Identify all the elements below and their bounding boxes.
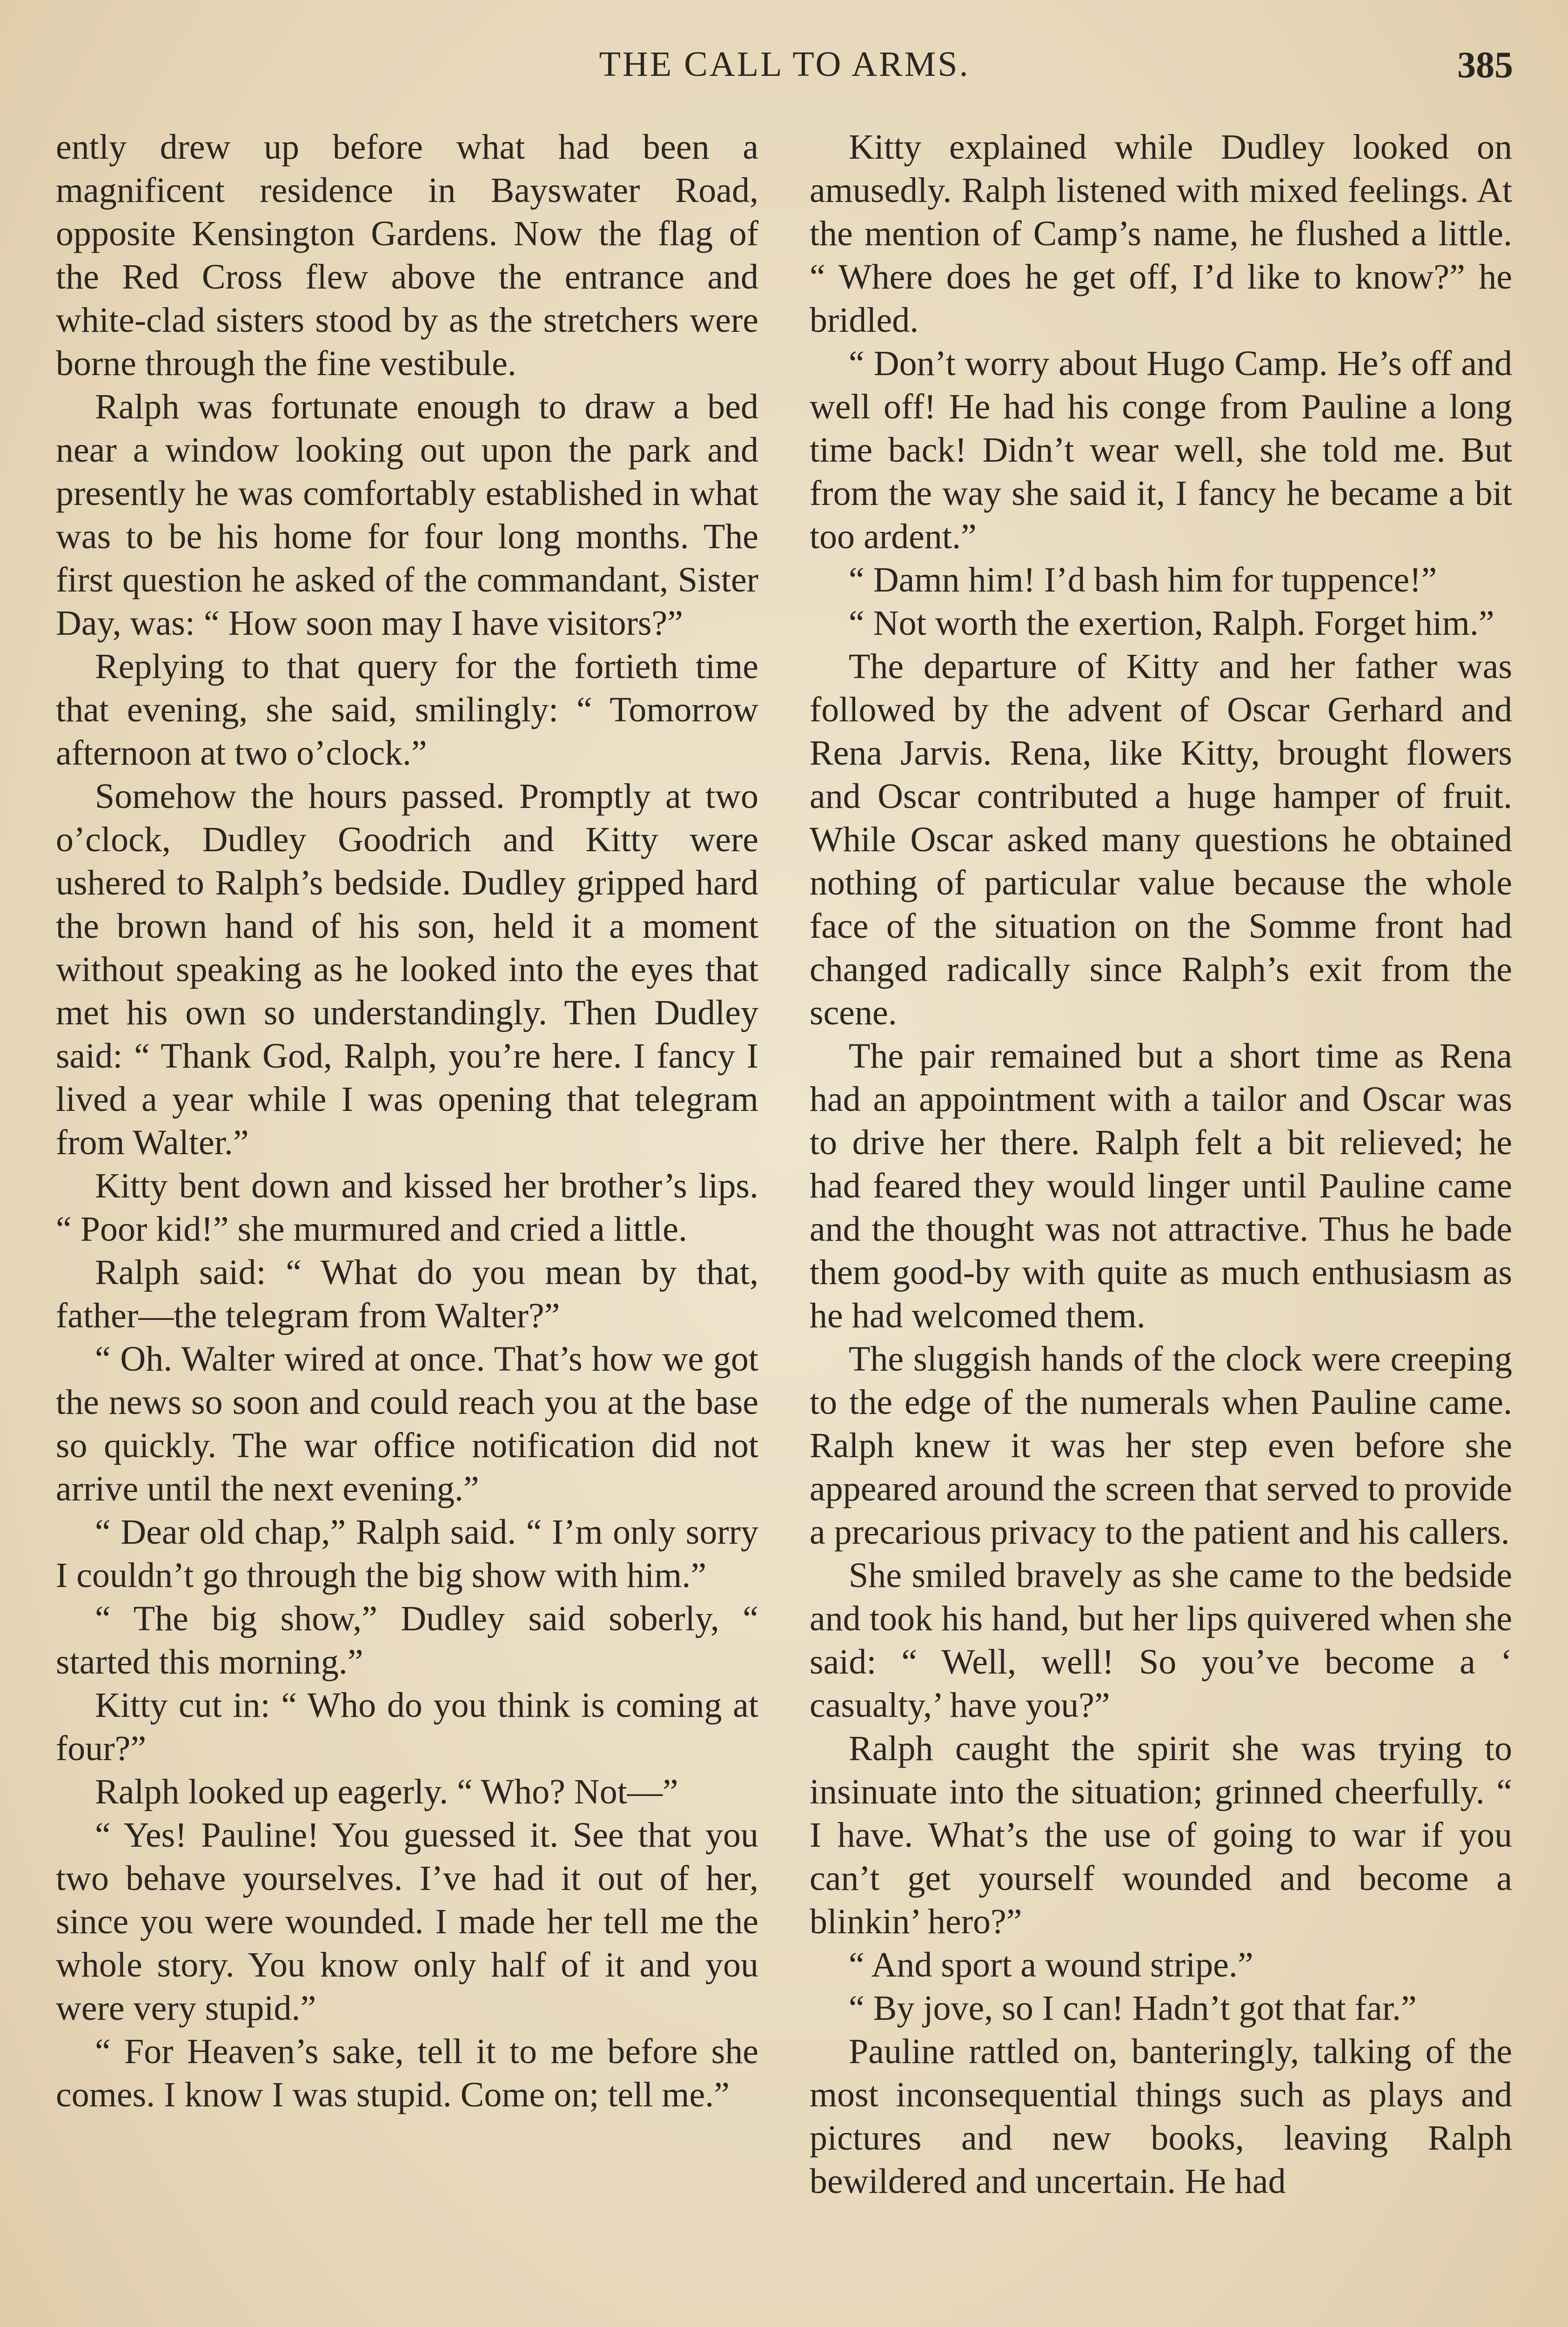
paragraph: “ Don’t worry about Hugo Camp. He’s off and well off! He had his conge from Pauline a long time back! Didn’t wear well, she told me. But from the way she said it, I fancy he became a bit too ardent.”: [810, 344, 1512, 556]
paragraph: “ Yes! Pauline! You guessed it. See that you two behave yourselves. I’ve had it out of her, since you were wounded. I made her tell me the whole story. You know only half of it and you were very stupid.”: [56, 1816, 758, 2028]
paragraph: Ralph caught the spirit she was trying to insinuate into the situation; grinned cheerfully. “ I have. What’s the use of going to war if you can’t get yourself wounded and become a blinkin’ hero?”: [810, 1729, 1512, 1941]
paragraph: “ Dear old chap,” Ralph said. “ I’m only sorry I couldn’t go through the big show with him.”: [56, 1513, 758, 1595]
paragraph: “ By jove, so I can! Hadn’t got that far.”: [849, 1989, 1417, 2028]
paragraph: She smiled bravely as she came to the bedside and took his hand, but her lips quivered when she said: “ Well, well! So you’ve become a ‘ casualty,’ have you?”: [810, 1556, 1512, 1725]
paragraph: ently drew up before what had been a magnificent residence in Bayswater Road, opposite Kensington Gardens. Now the flag of the Red Cross flew above the entrance and white-clad sisters stood by as the stretchers were borne through the fine vestibule.: [56, 128, 758, 383]
paragraph: “ For Heaven’s sake, tell it to me before she comes. I know I was stupid. Come on; tell me.”: [56, 2032, 758, 2114]
right-column: [810, 126, 1512, 2327]
paragraph: Kitty explained while Dudley looked on amusedly. Ralph listened with mixed feelings. At the mention of Camp’s name, he flushed a little. “ Where does he get off, I’d like to know?” he bridled.: [810, 128, 1512, 340]
paragraph: The pair remained but a short time as Rena had an appointment with a tailor and Oscar was to drive her there. Ralph felt a bit relieved; he had feared they would linger until Pauline came and the thought was not attractive. Thus he bade them good-by with quite as much enthusiasm as he had welcomed them.: [810, 1036, 1512, 1335]
paragraph: “ Oh. Walter wired at once. That’s how we got the news so soon and could reach you at the base so quickly. The war office notification did not arrive until the next evening.”: [56, 1339, 758, 1508]
paragraph: Ralph said: “ What do you mean by that, father—the telegram from Walter?”: [56, 1253, 758, 1335]
paragraph: “ And sport a wound stripe.”: [849, 1945, 1253, 1984]
text-columns: [56, 126, 1512, 2327]
page-header: [56, 44, 1513, 95]
page-number: 385: [1457, 45, 1513, 86]
paragraph: Pauline rattled on, banteringly, talking of the most inconsequential things such as plays and pictures and new books, leaving Ralph bewildered and uncertain. He had: [810, 2032, 1512, 2201]
left-column: [56, 126, 758, 2327]
paragraph: Kitty bent down and kissed her brother’s lips. “ Poor kid!” she murmured and cried a little.: [56, 1166, 758, 1249]
paragraph: Replying to that query for the fortieth time that evening, she said, smilingly: “ Tomorrow afternoon at two o’clock.”: [56, 647, 758, 773]
running-title: THE CALL TO ARMS.: [599, 45, 970, 84]
paragraph: The departure of Kitty and her father was followed by the advent of Oscar Gerhard and Rena Jarvis. Rena, like Kitty, brought flowers and Oscar contributed a huge hamper of fruit. While Oscar asked many questions he obtained nothing of particular value because the whole face of the situation on the Somme front had changed radically since Ralph’s exit from the scene.: [810, 647, 1512, 1032]
paragraph: The sluggish hands of the clock were creeping to the edge of the numerals when Pauline came. Ralph knew it was her step even before she appeared around the screen that served to provide a precarious privacy to the patient and his callers.: [810, 1339, 1512, 1552]
paragraph: Ralph looked up eagerly. “ Who? Not—”: [95, 1772, 678, 1811]
paragraph: Ralph was fortunate enough to draw a bed near a window looking out upon the park and presently he was comfortably established in what was to be his home for four long months. The first question he asked of the commandant, Sister Day, was: “ How soon may I have visitors?”: [56, 387, 758, 643]
paragraph: “ The big show,” Dudley said soberly, “ started this morning.”: [56, 1599, 758, 1681]
paragraph: “ Not worth the exertion, Ralph. Forget him.”: [849, 604, 1494, 643]
paragraph: Kitty cut in: “ Who do you think is coming at four?”: [56, 1686, 758, 1768]
paragraph: Somehow the hours passed. Promptly at two o’clock, Dudley Goodrich and Kitty were ushered to Ralph’s bedside. Dudley gripped hard the brown hand of his son, held it a moment without speaking as he looked into the eyes that met his own so understandingly. Then Dudley said: “ Thank God, Ralph, you’re here. I fancy I lived a year while I was opening that telegram from Walter.”: [56, 777, 758, 1162]
paragraph: “ Damn him! I’d bash him for tuppence!”: [849, 560, 1437, 599]
